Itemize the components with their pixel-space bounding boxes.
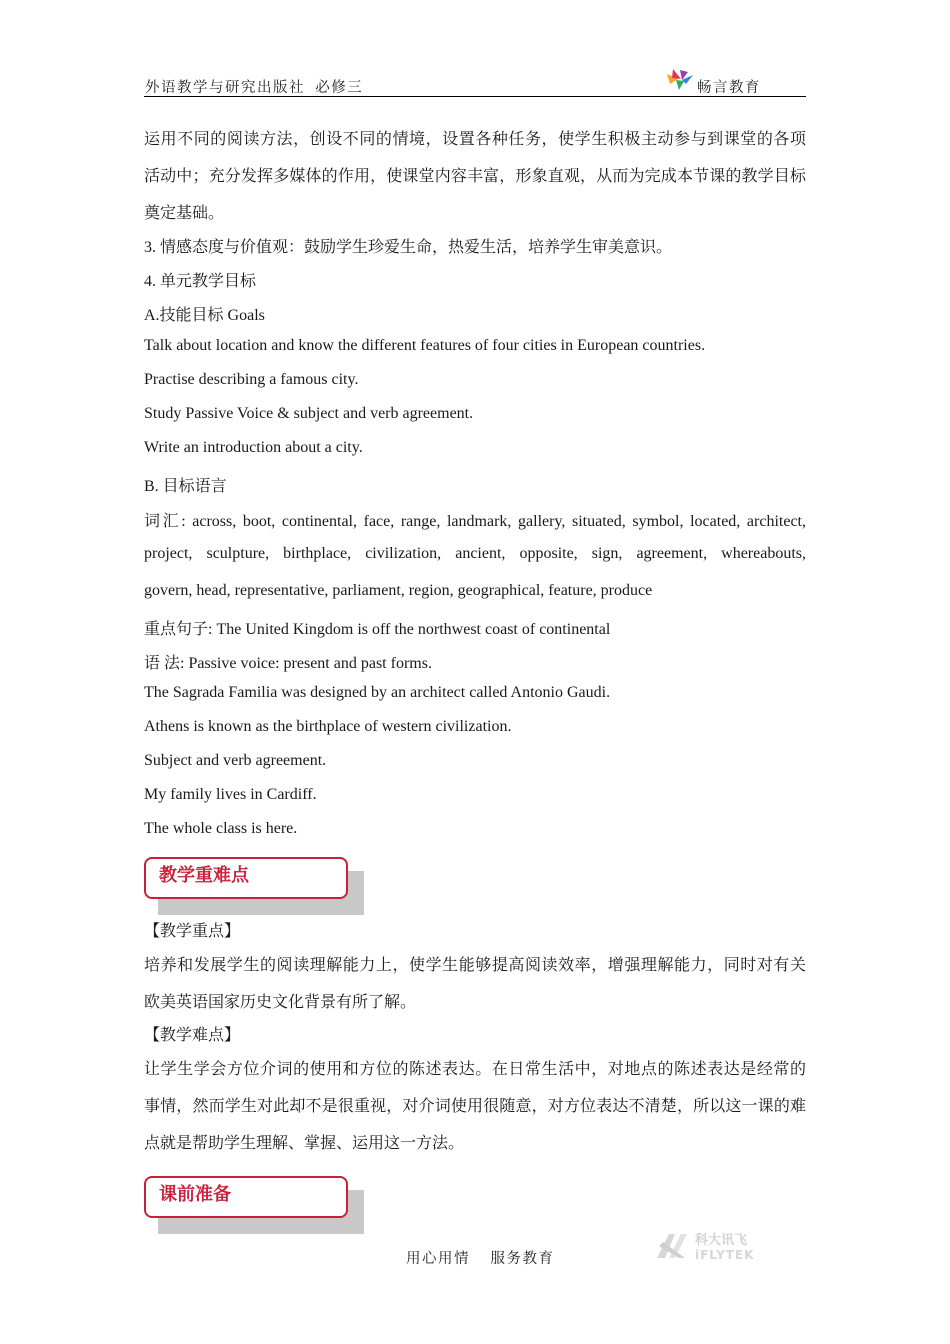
goal-line: Practise describing a famous city. [144,371,359,388]
section-frame [144,1176,348,1218]
vocabulary-line: 词汇: across, boot, continental, face, range, landmark, gallery, situated, symbol, located, architect, [144,513,806,530]
section-heading-difficult [144,857,364,915]
paragraph-line: 事情，然而学生对此却不是很重视，对介词使用很随意，对方位表达不清楚，所以这一课的难 [144,1098,806,1115]
paragraph-line: 活动中；充分发挥多媒体的作用，使课堂内容丰富，形象直观，从而为完成本节课的教学目标 [144,168,806,185]
difficulty-label: 【教学难点】 [144,1027,241,1044]
subheading: B. 目标语言 [144,478,227,495]
subheading: A.技能目标 Goals [144,307,265,324]
grammar-line: 语 法: Passive voice: present and past forms. [144,655,432,672]
section-title: 课前准备 [159,1184,231,1205]
iflytek-logo-icon [655,1228,765,1264]
example-line: My family lives in Cardiff. [144,786,317,803]
paragraph-line: 点就是帮助学生理解、掌握、运用这一方法。 [144,1135,465,1152]
paragraph-line: 奠定基础。 [144,205,225,222]
focus-label: 【教学重点】 [144,923,241,940]
goal-line: Study Passive Voice & subject and verb agreement. [144,405,474,422]
paragraph-line: 欧美英语国家历史文化背景有所了解。 [144,994,417,1011]
iflytek-logo-en: iFLYTEK [695,1248,755,1262]
example-line: The Sagrada Familia was designed by an architect called Antonio Gaudi. [144,684,611,701]
goal-line: Talk about location and know the different features of four cities in European countries. [144,337,706,354]
colorful-bird-logo-icon [664,66,694,92]
goal-line: Write an introduction about a city. [144,439,363,456]
header-publisher: 外语教学与研究出版社 必修三 [145,80,364,96]
section-title: 教学重难点 [159,865,249,886]
footer-slogan: 用心用情 服务教育 [406,1251,555,1267]
example-line: The whole class is here. [144,820,298,837]
vocabulary-line: project, sculpture, birthplace, civilization, ancient, opposite, sign, agreement, whereabouts, [144,545,806,562]
paragraph-line: 运用不同的阅读方法，创设不同的情境，设置各种任务，使学生积极主动参与到课堂的各项 [144,131,806,148]
iflytek-logo-cn: 科大讯飞 [695,1233,748,1248]
header-divider [144,96,806,97]
header-brand: 畅言教育 [697,80,761,96]
key-sentence: 重点句子: The United Kingdom is off the northwest coast of continental [144,621,611,638]
example-line: Subject and verb agreement. [144,752,327,769]
list-item: 3. 情感态度与价值观：鼓励学生珍爱生命，热爱生活，培养学生审美意识。 [144,239,673,256]
section-heading-prep [144,1176,364,1234]
section-frame [144,857,348,899]
vocabulary-line: govern, head, representative, parliament, region, geographical, feature, produce [144,582,653,599]
list-item: 4. 单元教学目标 [144,273,257,290]
example-line: Athens is known as the birthplace of western civilization. [144,718,512,735]
paragraph-line: 培养和发展学生的阅读理解能力上，使学生能够提高阅读效率，增强理解能力，同时对有关 [144,957,806,974]
paragraph-line: 让学生学会方位介词的使用和方位的陈述表达。在日常生活中，对地点的陈述表达是经常的 [144,1061,806,1078]
